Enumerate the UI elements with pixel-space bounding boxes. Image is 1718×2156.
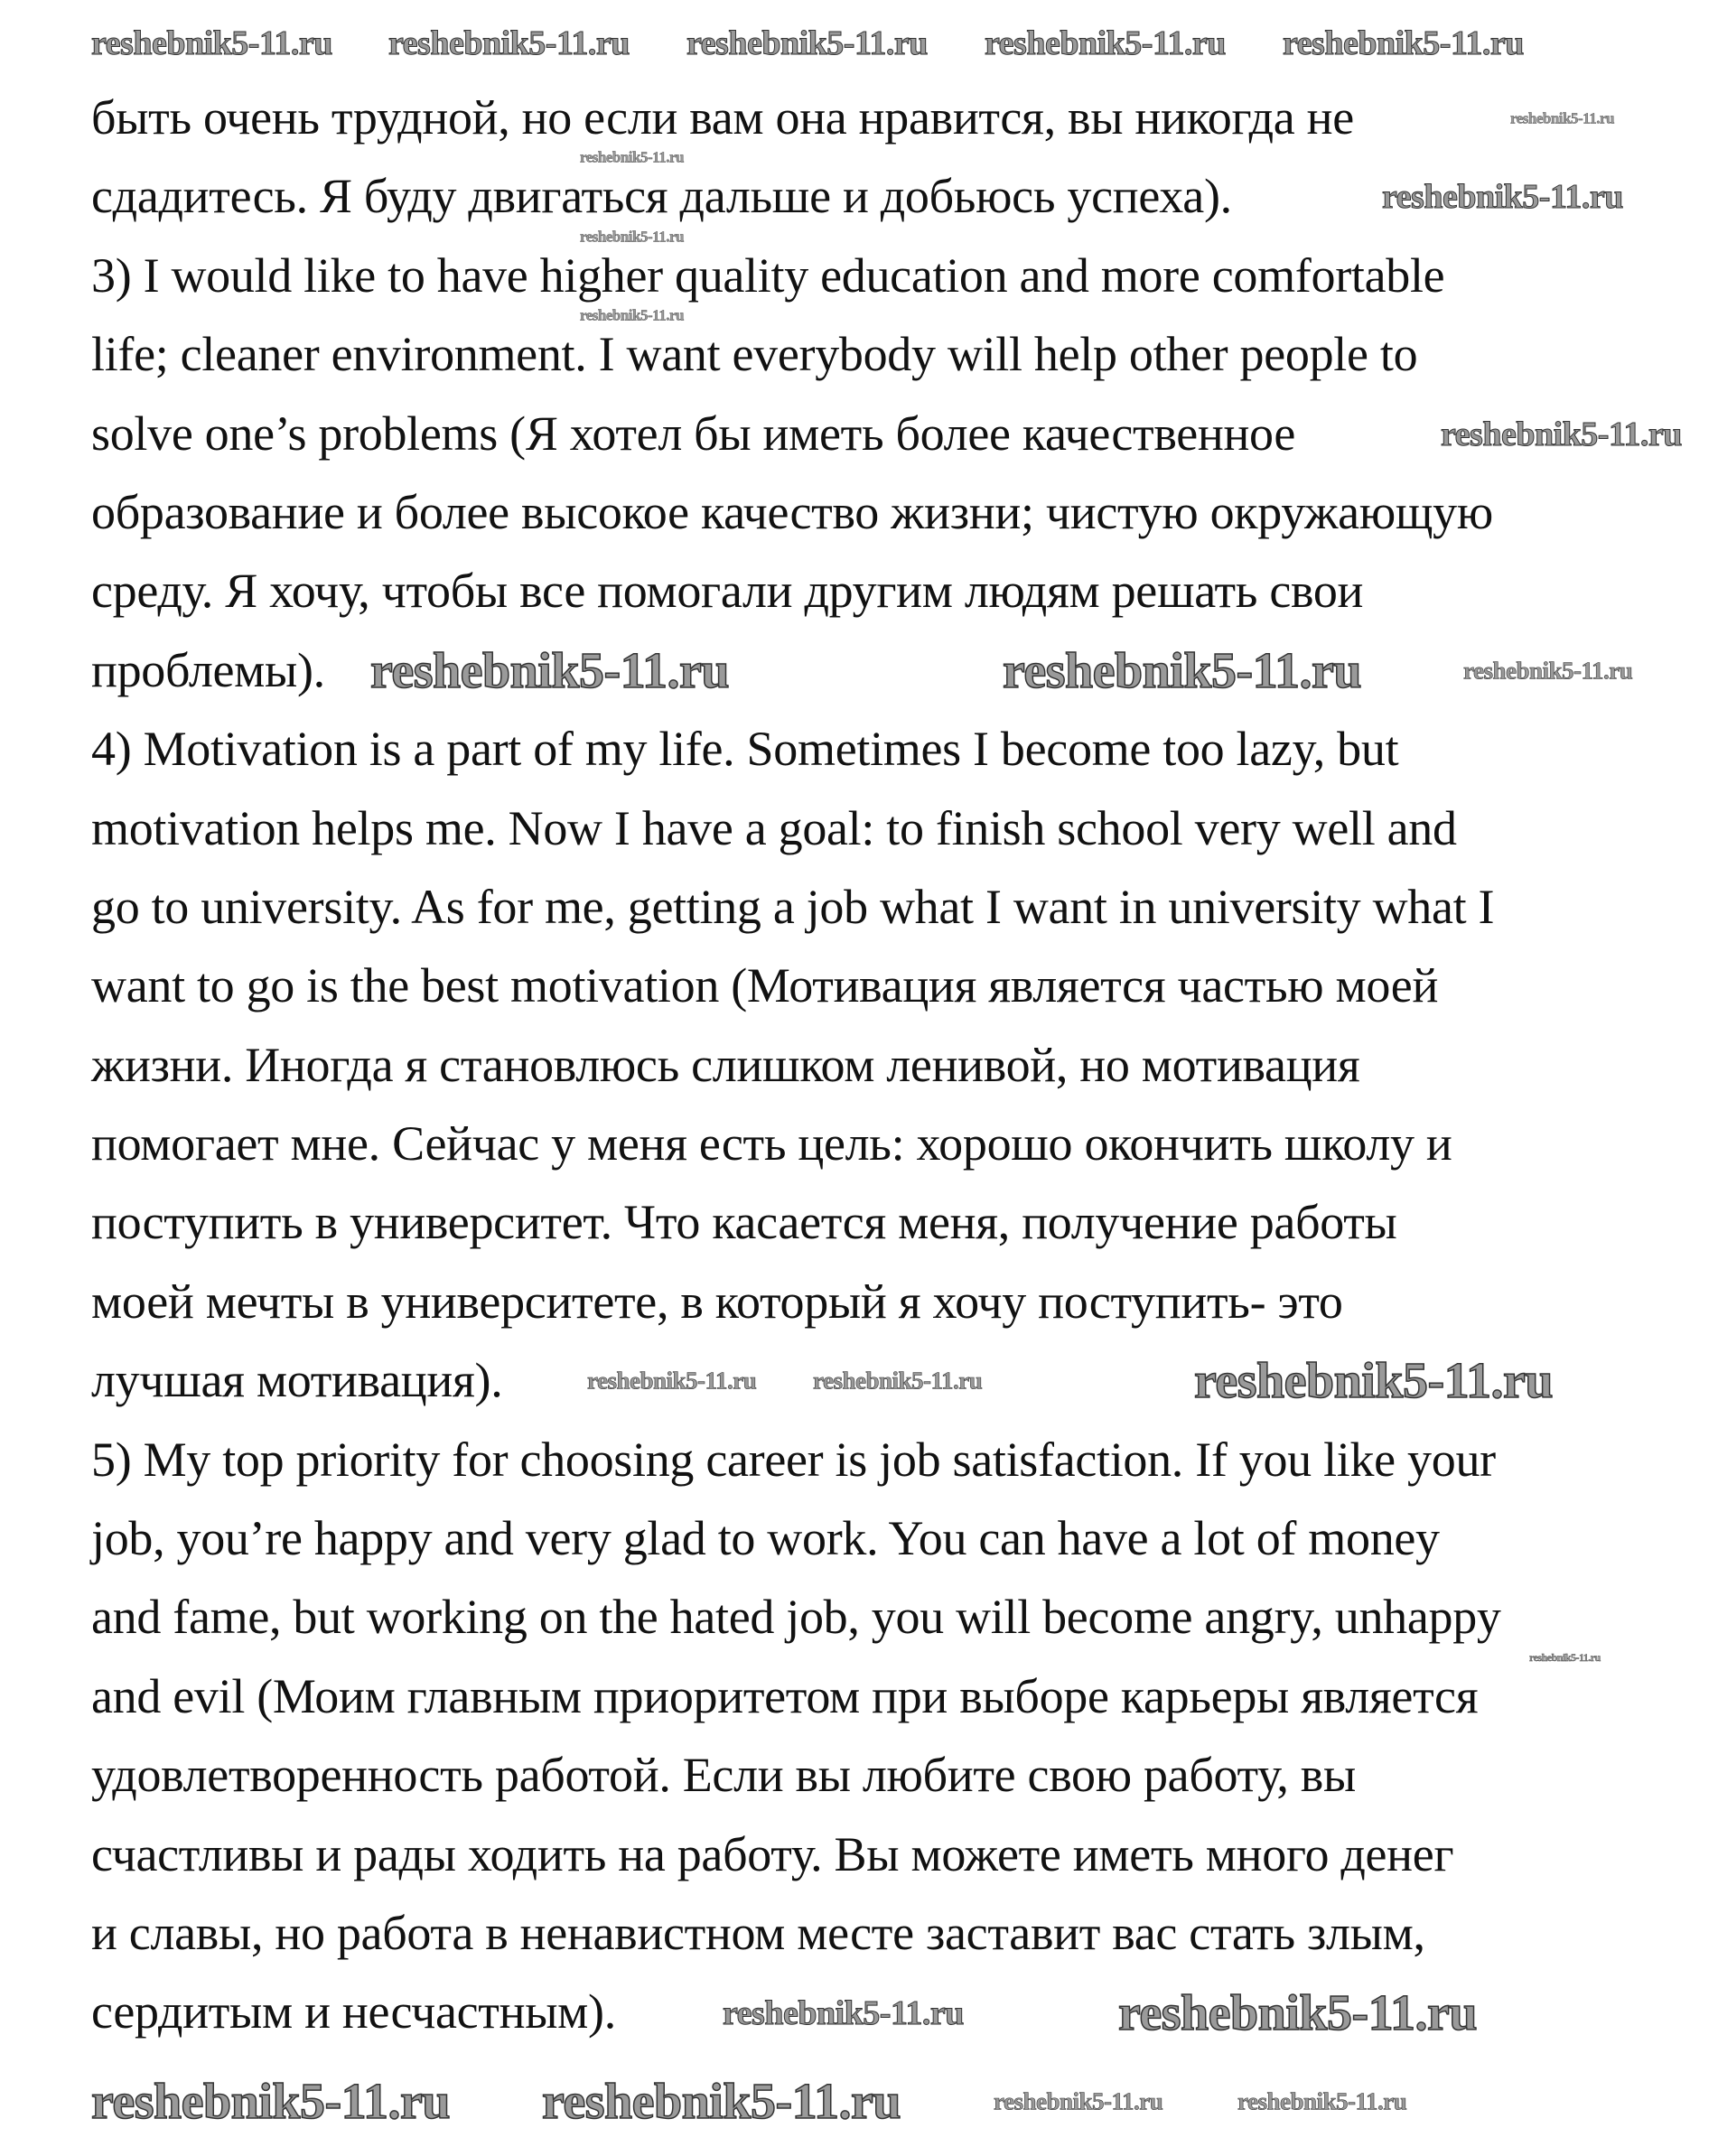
watermark: reshebnik5-11.ru	[1463, 657, 1633, 685]
text-line: моей мечты в университете, в который я хочу поступить- это	[91, 1274, 1343, 1329]
text-line: and evil (Моим главным приоритетом при выборе карьеры является	[91, 1668, 1479, 1723]
watermark: reshebnik5-11.ru	[1529, 1651, 1601, 1664]
watermark: reshebnik5-11.ru	[813, 1367, 983, 1395]
text-line: и славы, но работа в ненавистном месте заставит вас стать злым,	[91, 1905, 1425, 1960]
watermark: reshebnik5-11.ru	[580, 228, 684, 246]
watermark: reshebnik5-11.ru	[1003, 643, 1362, 699]
document-text	[91, 79, 1501, 2052]
watermark: reshebnik5-11.ru	[686, 24, 928, 62]
text-line: сердитым и несчастным).	[91, 1984, 616, 2039]
watermark: reshebnik5-11.ru	[91, 2074, 451, 2130]
watermark: reshebnik5-11.ru	[1510, 109, 1614, 127]
text-line: job, you’re happy and very glad to work. You can have a lot of money	[91, 1511, 1440, 1566]
text-line: solve one’s problems (Я хотел бы иметь более качественное	[91, 406, 1296, 461]
text-line: жизни. Иногда я становлюсь слишком ленивой, но мотивация	[91, 1037, 1360, 1092]
text-line: and fame, but working on the hated job, you will become angry, unhappy	[91, 1590, 1501, 1645]
watermark: reshebnik5-11.ru	[388, 24, 630, 62]
watermark: reshebnik5-11.ru	[91, 24, 332, 62]
text-line: 5) My top priority for choosing career is job satisfaction. If you like your	[91, 1432, 1496, 1487]
text-line: 4) Motivation is a part of my life. Sometimes I become too lazy, but	[91, 722, 1399, 777]
text-line: удовлетворенность работой. Если вы любите свою работу, вы	[91, 1748, 1356, 1803]
text-line: want to go is the best motivation (Мотивация является частью моей	[91, 958, 1439, 1013]
text-line: проблемы).	[91, 642, 325, 697]
text-line: life; cleaner environment. I want everybody will help other people to	[91, 327, 1418, 382]
watermark: reshebnik5-11.ru	[994, 2087, 1163, 2115]
watermark: reshebnik5-11.ru	[1194, 1353, 1554, 1409]
watermark: reshebnik5-11.ru	[370, 643, 730, 699]
watermark: reshebnik5-11.ru	[1382, 178, 1623, 216]
watermark: reshebnik5-11.ru	[1283, 24, 1524, 62]
watermark: reshebnik5-11.ru	[1118, 1985, 1478, 2041]
text-line: счастливы и рады ходить на работу. Вы можете иметь много денег	[91, 1826, 1454, 1881]
watermark: reshebnik5-11.ru	[542, 2074, 901, 2130]
watermark: reshebnik5-11.ru	[723, 1994, 964, 2032]
text-line: поступить в университет. Что касается меня, получение работы	[91, 1195, 1397, 1250]
text-line: motivation helps me. Now I have a goal: to finish school very well and	[91, 800, 1457, 855]
text-line: 3) I would like to have higher quality education and more comfortable	[91, 247, 1445, 303]
text-line: быть очень трудной, но если вам она нравится, вы никогда не	[91, 90, 1354, 145]
watermark: reshebnik5-11.ru	[580, 148, 684, 166]
watermark: reshebnik5-11.ru	[985, 24, 1226, 62]
text-line: сдадитесь. Я буду двигаться дальше и добьюсь успеха).	[91, 169, 1232, 224]
text-line: среду. Я хочу, чтобы все помогали другим людям решать свои	[91, 564, 1364, 619]
watermark: reshebnik5-11.ru	[587, 1367, 757, 1395]
watermark: reshebnik5-11.ru	[580, 306, 684, 324]
text-line: лучшая мотивация).	[91, 1353, 503, 1408]
text-line: go to university. As for me, getting a job what I want in university what I	[91, 879, 1495, 934]
watermark: reshebnik5-11.ru	[1237, 2087, 1407, 2115]
text-line: помогает мне. Сейчас у меня есть цель: хорошо окончить школу и	[91, 1116, 1452, 1171]
watermark: reshebnik5-11.ru	[1441, 415, 1682, 453]
text-line: образование и более высокое качество жизни; чистую окружающую	[91, 484, 1493, 539]
